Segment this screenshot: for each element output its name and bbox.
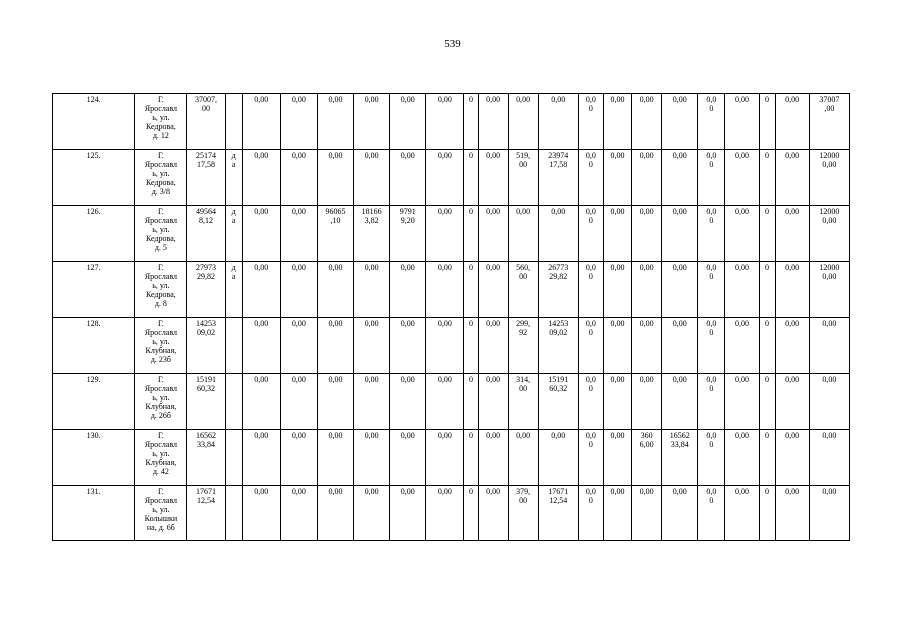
page-number: 539	[444, 38, 461, 50]
value-cell: 0,00	[280, 318, 317, 374]
value-cell: 0,00	[478, 150, 508, 206]
value-cell: 0,0 0	[578, 150, 603, 206]
value-cell: 0,00	[809, 430, 849, 486]
value-cell: 0,0 0	[698, 206, 725, 262]
value-cell: 0,00	[603, 206, 631, 262]
value-cell: 0,00	[775, 206, 809, 262]
value-cell: 0,00	[426, 430, 464, 486]
value-cell: 14253 09,02	[187, 318, 225, 374]
address-cell: Г. Ярославл ь, ул. Клубная, д. 23б	[135, 318, 187, 374]
value-cell: 0,00	[242, 150, 280, 206]
value-cell: 0,00	[725, 374, 759, 430]
value-cell: 0,00	[280, 486, 317, 541]
value-cell: 0,00	[317, 430, 353, 486]
value-cell	[225, 430, 242, 486]
table-row	[53, 430, 850, 486]
table-body	[53, 94, 850, 541]
value-cell: 0,00	[280, 150, 317, 206]
value-cell: 0,00	[603, 94, 631, 150]
value-cell: 0,00	[662, 150, 698, 206]
value-cell: 0,00	[508, 206, 538, 262]
value-cell: 0,00	[354, 262, 390, 318]
table-row	[53, 486, 850, 541]
value-cell: 360 6,00	[632, 430, 662, 486]
value-cell: 0,00	[538, 206, 578, 262]
value-cell: 0,00	[390, 94, 426, 150]
value-cell: 0,0 0	[698, 374, 725, 430]
value-cell: 0,0 0	[698, 486, 725, 541]
address-cell: Г. Ярославл ь, ул. Клубная, д. 26б	[135, 374, 187, 430]
value-cell: 0,00	[242, 318, 280, 374]
value-cell: 0,00	[775, 150, 809, 206]
value-cell: 49564 8,12	[187, 206, 225, 262]
value-cell: 0,00	[242, 262, 280, 318]
row-number-cell: 124.	[53, 94, 135, 150]
value-cell: 0,00	[538, 94, 578, 150]
value-cell: 0,00	[390, 318, 426, 374]
value-cell: д а	[225, 206, 242, 262]
value-cell: 0,0 0	[578, 206, 603, 262]
value-cell: 0,00	[603, 374, 631, 430]
value-cell: 0,00	[603, 430, 631, 486]
value-cell: 0,00	[632, 318, 662, 374]
value-cell: 0,0 0	[578, 374, 603, 430]
value-cell: 12000 0,00	[809, 150, 849, 206]
value-cell: 0,0 0	[698, 318, 725, 374]
value-cell: 0,00	[603, 486, 631, 541]
value-cell: 15191 60,32	[187, 374, 225, 430]
value-cell: 0,00	[775, 430, 809, 486]
value-cell: 0,00	[390, 374, 426, 430]
table-row	[53, 374, 850, 430]
address-cell: Г. Ярославл ь, ул. Колышки на, д. 6б	[135, 486, 187, 541]
address-cell: Г. Ярославл ь, ул. Кедрова, д. 5	[135, 206, 187, 262]
value-cell: 0	[759, 206, 775, 262]
value-cell: 0,00	[478, 206, 508, 262]
value-cell: 0,00	[632, 374, 662, 430]
value-cell: 0,00	[426, 486, 464, 541]
value-cell: 0,00	[280, 374, 317, 430]
value-cell: 0,0 0	[698, 94, 725, 150]
value-cell: 0	[464, 486, 478, 541]
value-cell: 0,00	[354, 374, 390, 430]
value-cell: 0,00	[662, 486, 698, 541]
value-cell: 0,00	[478, 374, 508, 430]
value-cell: 0,00	[508, 430, 538, 486]
value-cell: 0,00	[725, 318, 759, 374]
value-cell: 0,00	[662, 262, 698, 318]
value-cell: 0,00	[725, 486, 759, 541]
value-cell: 0,00	[632, 150, 662, 206]
value-cell: 0,00	[508, 94, 538, 150]
value-cell: 0	[759, 94, 775, 150]
value-cell: 0,00	[632, 94, 662, 150]
value-cell: 0,00	[725, 262, 759, 318]
value-cell: 96065 ,10	[317, 206, 353, 262]
value-cell: 0	[464, 94, 478, 150]
value-cell: 0,00	[478, 486, 508, 541]
value-cell: 0,00	[317, 94, 353, 150]
value-cell: 0,0 0	[578, 94, 603, 150]
address-cell: Г. Ярославл ь, ул. Кедрова, д. 3/8	[135, 150, 187, 206]
value-cell: 0,00	[775, 262, 809, 318]
value-cell: 0,0 0	[578, 486, 603, 541]
row-number-cell: 130.	[53, 430, 135, 486]
value-cell: 314, 00	[508, 374, 538, 430]
row-number-cell: 129.	[53, 374, 135, 430]
value-cell: 0,00	[390, 262, 426, 318]
value-cell: 0,00	[775, 94, 809, 150]
value-cell: 27973 29,82	[187, 262, 225, 318]
value-cell: 0,00	[354, 150, 390, 206]
row-number-cell: 126.	[53, 206, 135, 262]
value-cell: 0,00	[242, 206, 280, 262]
table-row	[53, 150, 850, 206]
value-cell: 25174 17,58	[187, 150, 225, 206]
value-cell: 17671 12,54	[187, 486, 225, 541]
value-cell: 0	[759, 374, 775, 430]
value-cell: 0,00	[426, 94, 464, 150]
address-cell: Г. Ярославл ь, ул. Клубная, д. 42	[135, 430, 187, 486]
value-cell: 16562 33,84	[187, 430, 225, 486]
table-row	[53, 206, 850, 262]
row-number-cell: 127.	[53, 262, 135, 318]
value-cell: 0,00	[317, 374, 353, 430]
value-cell: 0,00	[632, 206, 662, 262]
value-cell: 37007, 00	[187, 94, 225, 150]
table-row	[53, 262, 850, 318]
value-cell: 0	[464, 374, 478, 430]
value-cell: 0	[464, 206, 478, 262]
value-cell: 0,00	[354, 94, 390, 150]
row-number-cell: 131.	[53, 486, 135, 541]
value-cell: 0	[464, 430, 478, 486]
value-cell: 0,00	[725, 150, 759, 206]
value-cell: 379, 00	[508, 486, 538, 541]
value-cell	[225, 94, 242, 150]
value-cell: 26773 29,82	[538, 262, 578, 318]
value-cell: 0	[464, 318, 478, 374]
value-cell: 0,00	[280, 94, 317, 150]
value-cell: 0	[759, 150, 775, 206]
value-cell: 0,00	[317, 262, 353, 318]
value-cell: 0,00	[390, 486, 426, 541]
value-cell: 519, 00	[508, 150, 538, 206]
value-cell: 0,0 0	[698, 430, 725, 486]
value-cell: 0,00	[775, 374, 809, 430]
value-cell: 0	[464, 262, 478, 318]
value-cell	[225, 486, 242, 541]
value-cell	[225, 374, 242, 430]
row-number-cell: 128.	[53, 318, 135, 374]
value-cell: 0,00	[426, 206, 464, 262]
value-cell: 0,00	[426, 150, 464, 206]
value-cell: 12000 0,00	[809, 206, 849, 262]
value-cell: 0,00	[317, 486, 353, 541]
value-cell: 0	[759, 318, 775, 374]
value-cell: 0,00	[538, 430, 578, 486]
value-cell: 12000 0,00	[809, 262, 849, 318]
value-cell: 299, 92	[508, 318, 538, 374]
value-cell: д а	[225, 262, 242, 318]
value-cell: 0,00	[632, 486, 662, 541]
value-cell: 0,00	[354, 430, 390, 486]
table-row	[53, 94, 850, 150]
value-cell: 0	[759, 486, 775, 541]
value-cell: 16562 33,84	[662, 430, 698, 486]
value-cell: 0,00	[280, 262, 317, 318]
value-cell: 0,00	[317, 318, 353, 374]
value-cell: 0,00	[280, 206, 317, 262]
value-cell: 0,0 0	[698, 262, 725, 318]
value-cell: 0,00	[662, 374, 698, 430]
value-cell: 0,00	[426, 374, 464, 430]
value-cell: 0,00	[354, 486, 390, 541]
value-cell: 0,00	[662, 206, 698, 262]
value-cell: д а	[225, 150, 242, 206]
value-cell: 0,00	[809, 486, 849, 541]
value-cell	[225, 318, 242, 374]
value-cell: 0,00	[725, 94, 759, 150]
value-cell: 0,0 0	[578, 262, 603, 318]
value-cell: 0,00	[775, 486, 809, 541]
table-row	[53, 318, 850, 374]
value-cell: 0,00	[426, 318, 464, 374]
value-cell: 0,00	[390, 150, 426, 206]
value-cell: 0,00	[603, 318, 631, 374]
value-cell: 0,00	[662, 318, 698, 374]
value-cell: 0,00	[390, 430, 426, 486]
value-cell: 0,0 0	[578, 318, 603, 374]
value-cell: 14253 09,02	[538, 318, 578, 374]
value-cell: 0,00	[603, 262, 631, 318]
value-cell: 0	[464, 150, 478, 206]
value-cell: 0,00	[478, 430, 508, 486]
register-table	[52, 93, 850, 541]
value-cell: 0,00	[317, 150, 353, 206]
value-cell: 15191 60,32	[538, 374, 578, 430]
value-cell: 0,00	[242, 486, 280, 541]
value-cell: 0,00	[242, 430, 280, 486]
value-cell: 560, 00	[508, 262, 538, 318]
value-cell: 23974 17,58	[538, 150, 578, 206]
value-cell: 0,00	[478, 262, 508, 318]
value-cell: 18166 3,82	[354, 206, 390, 262]
value-cell: 0,0 0	[698, 150, 725, 206]
address-cell: Г. Ярославл ь, ул. Кедрова, д. 8	[135, 262, 187, 318]
value-cell: 0,00	[354, 318, 390, 374]
value-cell: 0,00	[603, 150, 631, 206]
value-cell: 0	[759, 430, 775, 486]
value-cell: 0,00	[725, 430, 759, 486]
value-cell: 17671 12,54	[538, 486, 578, 541]
value-cell: 0,00	[426, 262, 464, 318]
value-cell: 0,00	[478, 94, 508, 150]
value-cell: 0,0 0	[578, 430, 603, 486]
value-cell: 0,00	[809, 374, 849, 430]
value-cell: 37007 ,00	[809, 94, 849, 150]
value-cell: 0,00	[775, 318, 809, 374]
value-cell: 0,00	[662, 94, 698, 150]
value-cell: 0,00	[280, 430, 317, 486]
value-cell: 0	[759, 262, 775, 318]
value-cell: 0,00	[478, 318, 508, 374]
value-cell: 0,00	[242, 374, 280, 430]
value-cell: 0,00	[632, 262, 662, 318]
value-cell: 0,00	[725, 206, 759, 262]
value-cell: 9791 9,20	[390, 206, 426, 262]
row-number-cell: 125.	[53, 150, 135, 206]
value-cell: 0,00	[809, 318, 849, 374]
value-cell: 0,00	[242, 94, 280, 150]
address-cell: Г. Ярославл ь, ул. Кедрова, д. 12	[135, 94, 187, 150]
